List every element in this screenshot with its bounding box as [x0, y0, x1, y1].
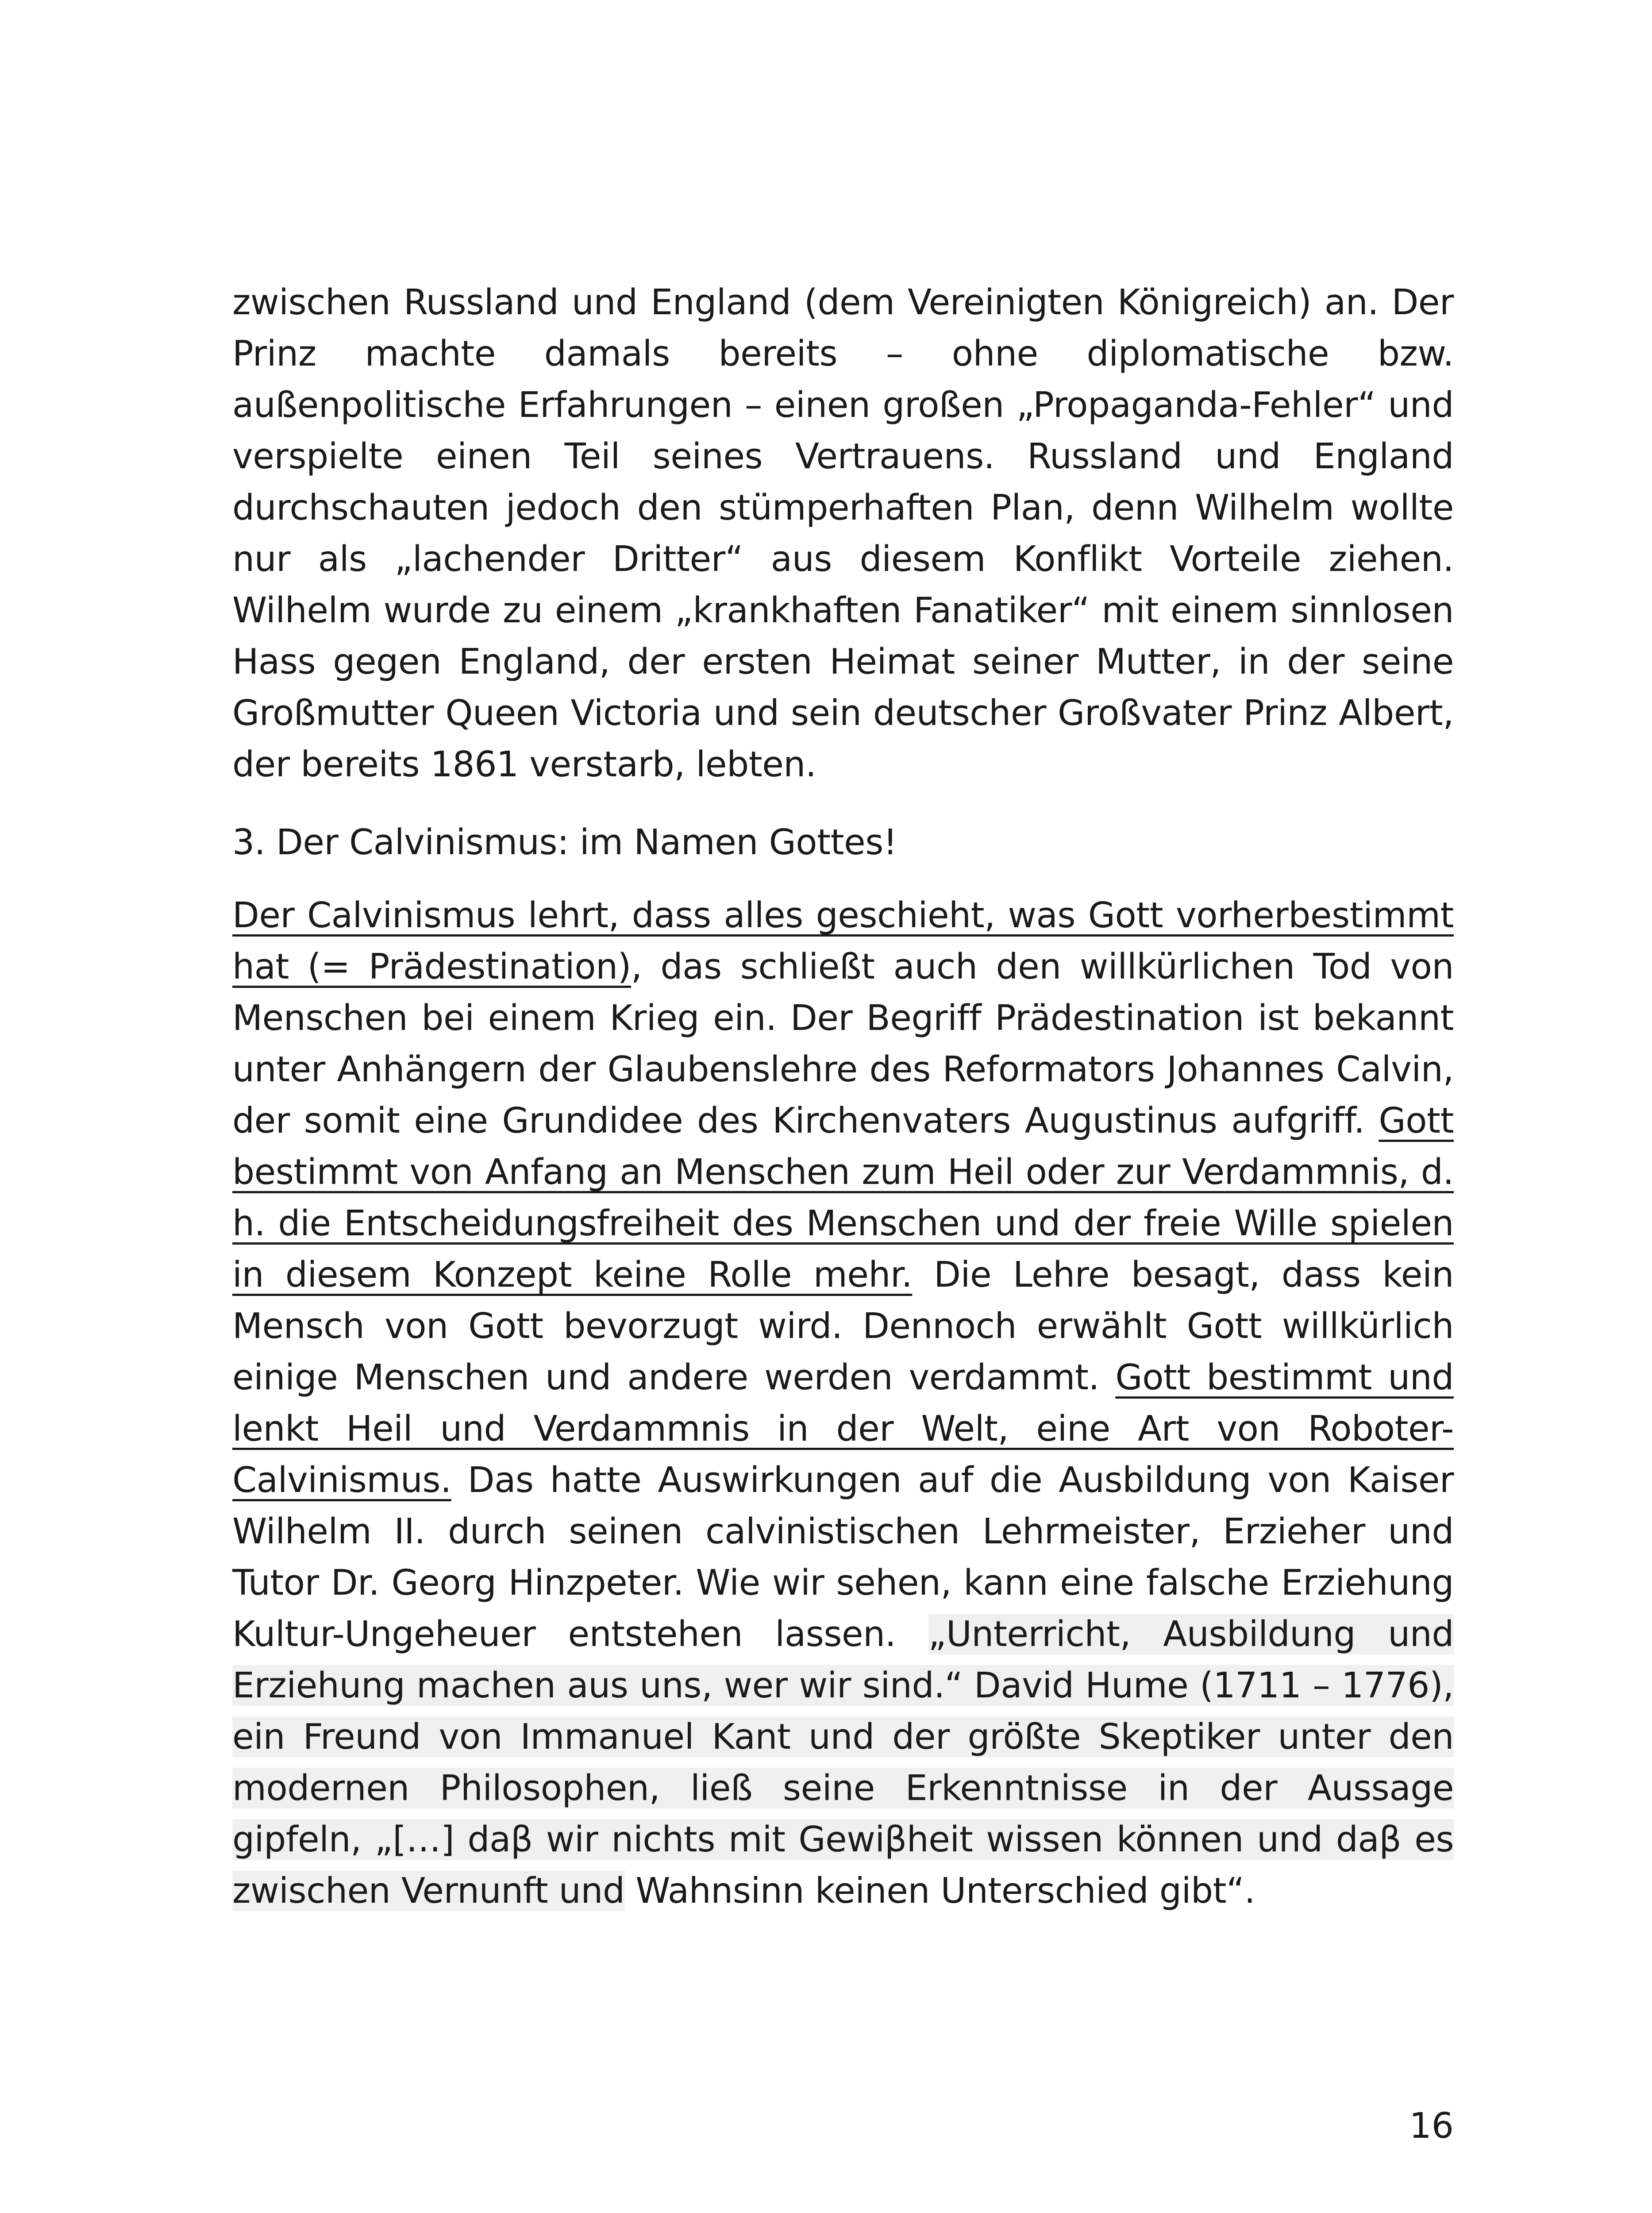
paragraph-2-segment-2: Die Lehre besagt, dass kein Mensch von Gott bevorzugt wird. Dennoch erwählt Gott willkürlich einige Menschen und andere werden verdammt. [232, 1254, 1454, 1398]
underlined-passage-3: Gott bestimmt und lenkt Heil und Verdammnis in der Welt, eine Art von Roboter-Calvinismus. [232, 1357, 1454, 1500]
paragraph-2 [232, 890, 1454, 1916]
section-heading: 3. Der Calvinismus: im Namen Gottes! [232, 822, 897, 863]
highlighted-quote: „Unterricht, Ausbildung und Erziehung machen aus uns, wer wir sind.“ David Hume (1711 – 1776), ein Freund von Immanuel Kant und der größte Skeptiker unter den modernen Philosophen, ließ seine Erkenntnisse in der Aussage gipfeln, „[…] daβ wir nichts mit Gewiβheit wissen können und daβ es zwischen Vernunft und [232, 1614, 1454, 1911]
section-heading-container [232, 817, 1454, 868]
paragraph-2-text [232, 890, 1454, 1916]
paragraph-1 [232, 277, 1454, 790]
paragraph-2-segment-3: Das hatte Auswirkungen auf die Ausbildung von Kaiser Wilhelm II. durch seinen calvinistischen Lehrmeister, Erzieher und Tutor Dr. Georg Hinzpeter. Wie wir sehen, kann eine falsche Erziehung Kultur-Ungeheuer entstehen lassen. [232, 1460, 1454, 1654]
paragraph-2-segment-4: Wahnsinn keinen Unterschied gibt“. [624, 1870, 1255, 1911]
underlined-passage-1: Der Calvinismus lehrt, dass alles geschieht, was Gott vorherbestimmt hat (= Prädestination) [232, 895, 1454, 987]
underlined-passage-2: Gott bestimmt von Anfang an Menschen zum Heil oder zur Verdammnis, d. h. die Entscheidungsfreiheit des Menschen und der freie Wille spielen in diesem Konzept keine Rolle mehr. [232, 1100, 1454, 1295]
paragraph-2-segment-1: , das schließt auch den willkürlichen Tod von Menschen bei einem Krieg ein. Der Begriff Prädestination ist bekannt unter Anhängern der Glaubenslehre des Reformators Johannes Calvin, der somit eine Grundidee des Kirchenvaters Augustinus aufgriff. [232, 946, 1454, 1141]
page-number: 16 [1409, 2105, 1454, 2146]
paragraph-1-text: zwischen Russland und England (dem Vereinigten Königreich) an. Der Prinz machte damals bereits – ohne diplomatische bzw. außenpolitische Erfahrungen – einen großen „Propaganda-Fehler“ und verspielte einen Teil seines Vertrauens. Russland und England durchschauten jedoch den stümperhaften Plan, denn Wilhelm wollte nur als „lachender Dritter“ aus diesem Konflikt Vorteile ziehen. Wilhelm wurde zu einem „krankhaften Fanatiker“ mit einem sinnlosen Hass gegen England, der ersten Heimat seiner Mutter, in der seine Großmutter Queen Victoria und sein deutscher Großvater Prinz Albert, der bereits 1861 verstarb, lebten. [232, 282, 1454, 785]
